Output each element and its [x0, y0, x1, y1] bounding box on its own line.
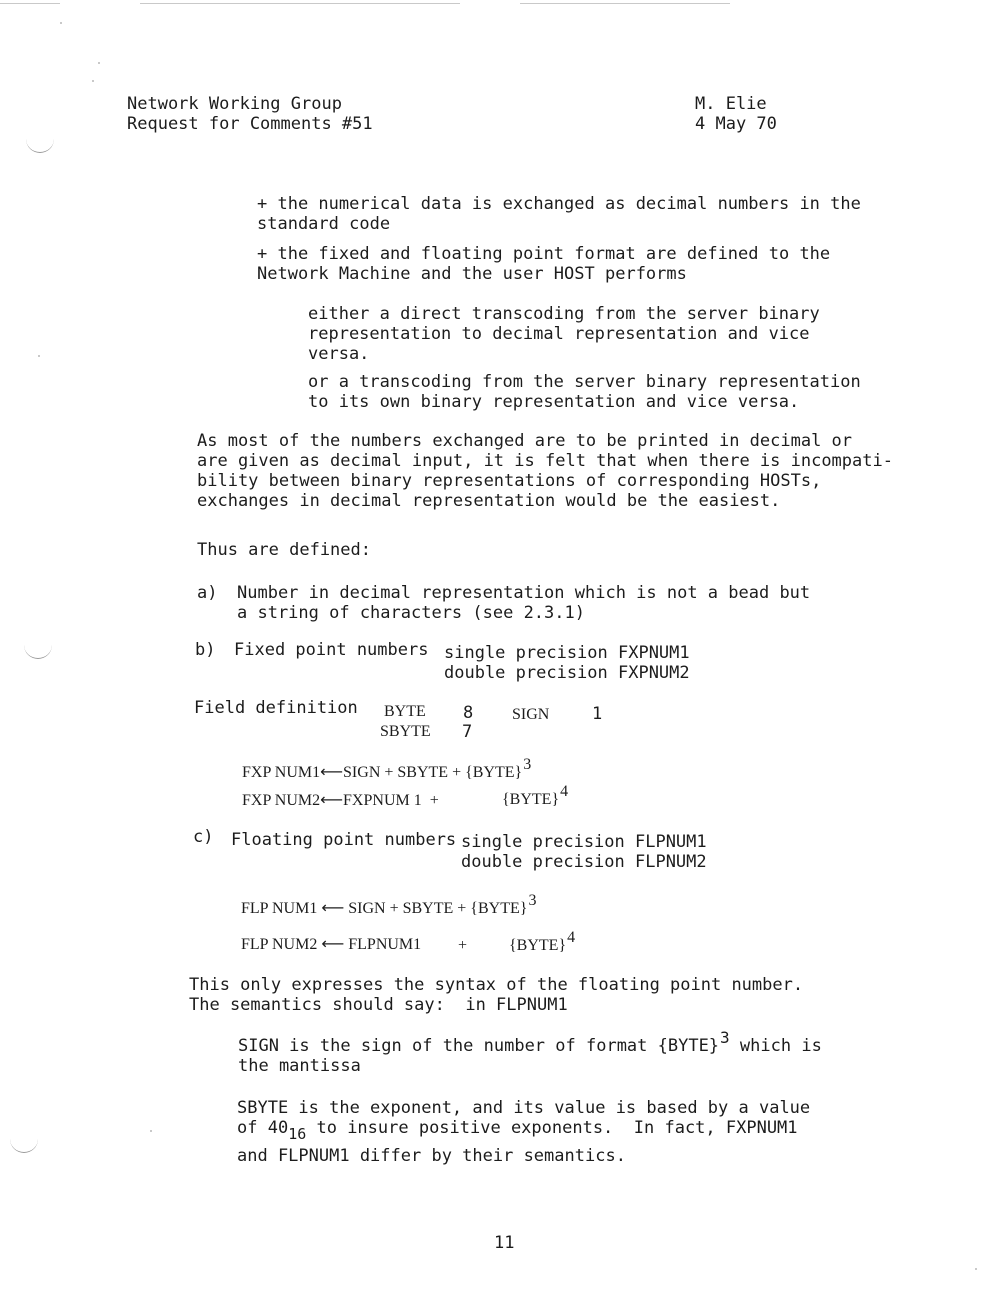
scan-speck — [150, 1130, 152, 1132]
paragraph-syntax-semantics — [189, 975, 803, 1015]
field-sbyte-size: 7 — [462, 722, 473, 742]
paragraph-line: This only expresses the syntax of the floating point number. — [189, 975, 804, 995]
assign-arrow-icon: ⟵ — [321, 898, 345, 917]
fxp-num2-byte: {BYTE} — [502, 791, 560, 808]
fxp-double-precision: double precision FXPNUM2 — [444, 663, 690, 683]
fxp-num2-byte-term — [502, 783, 569, 810]
sbyte-semantics-tail: to insure positive exponents. In fact, FXPNUM1 — [306, 1118, 798, 1138]
sign-semantics-exponent: 3 — [720, 1028, 730, 1047]
option-line: representation to decimal representation and vice — [308, 324, 810, 344]
option-line: to its own binary representation and vice versa. — [308, 392, 800, 412]
fxp-num2-mid: FXPNUM 1 + — [343, 792, 439, 809]
paragraph-line: bility between binary representations of corresponding HOSTs, — [197, 471, 822, 491]
fxp-num1-formula — [242, 756, 532, 783]
paragraph-line: As most of the numbers exchanged are to be printed in decimal or — [197, 431, 853, 451]
flp-num2-plus: + — [458, 937, 468, 954]
item-b-label: Fixed point numbers — [234, 640, 429, 660]
assign-arrow-icon: ⟵ — [321, 934, 345, 953]
flp-num2-exponent: 4 — [567, 929, 576, 946]
header-left — [127, 94, 373, 134]
sign-semantics-text: SIGN is the sign of the number of format {BYTE} — [238, 1036, 720, 1056]
sign-semantics-line2: the mantissa — [238, 1056, 361, 1076]
sbyte-semantics-line2 — [237, 1118, 810, 1143]
scan-speck — [38, 355, 40, 357]
paragraph-line: The semantics should say: in FLPNUM1 — [189, 995, 568, 1015]
fxp-num1-rhs: SIGN + SBYTE + {BYTE} — [343, 764, 523, 781]
thus-defined: Thus are defined: — [197, 540, 371, 560]
bullet-line: standard code — [257, 214, 391, 234]
field-sign: SIGN — [512, 706, 550, 723]
sign-semantics — [238, 1028, 822, 1076]
item-a-text — [237, 583, 810, 623]
assign-arrow-icon: ⟵ — [320, 762, 344, 781]
item-c-marker: c) — [193, 827, 214, 847]
item-b-precisions — [444, 643, 690, 683]
scan-edge-mark — [0, 3, 60, 4]
scan-speck — [92, 80, 94, 82]
hole-punch-mark — [10, 1138, 38, 1153]
field-byte: BYTE — [384, 703, 426, 720]
item-b-marker: b) — [195, 640, 216, 660]
header-date: 4 May 70 — [695, 114, 777, 134]
flp-num1-exponent: 3 — [528, 892, 537, 909]
scan-edge-mark — [140, 3, 460, 4]
sbyte-semantics-line1: SBYTE is the exponent, and its value is based by a value — [237, 1098, 811, 1118]
flp-num2-lhs: FLP NUM2 — [241, 936, 318, 953]
item-a-line: a string of characters (see 2.3.1) — [237, 603, 585, 623]
fxp-num2-exponent: 4 — [560, 783, 569, 800]
flp-num2-mid: FLPNUM1 — [348, 936, 422, 953]
fxp-num2-formula — [242, 790, 439, 811]
fxp-num1-lhs: FXP NUM1 — [242, 764, 321, 781]
fxp-single-precision: single precision FXPNUM1 — [444, 643, 690, 663]
flp-num2-byte-term — [509, 929, 576, 956]
bullet-numerical-data — [257, 194, 861, 234]
field-sbyte: SBYTE — [380, 723, 431, 740]
hole-punch-mark — [24, 644, 52, 659]
item-c-precisions — [461, 832, 707, 872]
item-a-marker: a) — [197, 583, 218, 603]
flp-num1-rhs: SIGN + SBYTE + {BYTE} — [348, 900, 528, 917]
field-byte-size: 8 — [463, 703, 474, 723]
option-direct-transcoding — [308, 304, 820, 364]
header-group: Network Working Group — [127, 94, 342, 114]
header-rfc-number: Request for Comments #51 — [127, 114, 373, 134]
header-right — [695, 94, 777, 134]
sbyte-semantics — [237, 1098, 810, 1166]
option-line: either a direct transcoding from the server binary — [308, 304, 820, 324]
bullet-fixed-floating-format — [257, 244, 830, 284]
bullet-line: + the numerical data is exchanged as decimal numbers in the — [257, 194, 861, 214]
field-definition-label: Field definition — [194, 698, 358, 718]
bullet-line: Network Machine and the user HOST performs — [257, 264, 687, 284]
option-line: or a transcoding from the server binary representation — [308, 372, 861, 392]
scan-speck — [60, 22, 62, 24]
flp-num1-lhs: FLP NUM1 — [241, 900, 318, 917]
fxp-num1-exponent: 3 — [523, 756, 532, 773]
sign-semantics-tail: which is — [729, 1036, 822, 1056]
option-line: versa. — [308, 344, 370, 364]
bullet-line: + the fixed and floating point format are defined to the — [257, 244, 831, 264]
page-number: 11 — [494, 1233, 515, 1253]
option-own-binary-transcoding — [308, 372, 861, 412]
flp-num2-formula — [241, 934, 421, 955]
assign-arrow-icon: ⟵ — [320, 790, 344, 809]
flp-num2-byte: {BYTE} — [509, 937, 567, 954]
paragraph-decimal-exchange — [197, 431, 893, 511]
paragraph-line: exchanges in decimal representation would be the easiest. — [197, 491, 781, 511]
sbyte-semantics-line3: and FLPNUM1 differ by their semantics. — [237, 1146, 626, 1166]
sign-semantics-line — [238, 1028, 822, 1056]
item-a-line: Number in decimal representation which is not a bead but — [237, 583, 811, 603]
scan-speck — [98, 62, 100, 64]
sbyte-base-subscript: 16 — [288, 1125, 307, 1143]
flp-single-precision: single precision FLPNUM1 — [461, 832, 707, 852]
scan-edge-mark — [520, 3, 730, 4]
sbyte-base-value: of 40 — [237, 1118, 289, 1138]
flp-double-precision: double precision FLPNUM2 — [461, 852, 707, 872]
hole-punch-mark — [26, 138, 54, 153]
item-c-label: Floating point numbers — [231, 830, 457, 850]
fxp-num2-lhs: FXP NUM2 — [242, 792, 321, 809]
paragraph-line: are given as decimal input, it is felt that when there is incompati- — [197, 451, 893, 471]
header-author: M. Elie — [695, 94, 767, 114]
scan-speck — [975, 1268, 977, 1270]
flp-num1-formula — [241, 892, 537, 919]
field-sign-size: 1 — [592, 704, 603, 724]
